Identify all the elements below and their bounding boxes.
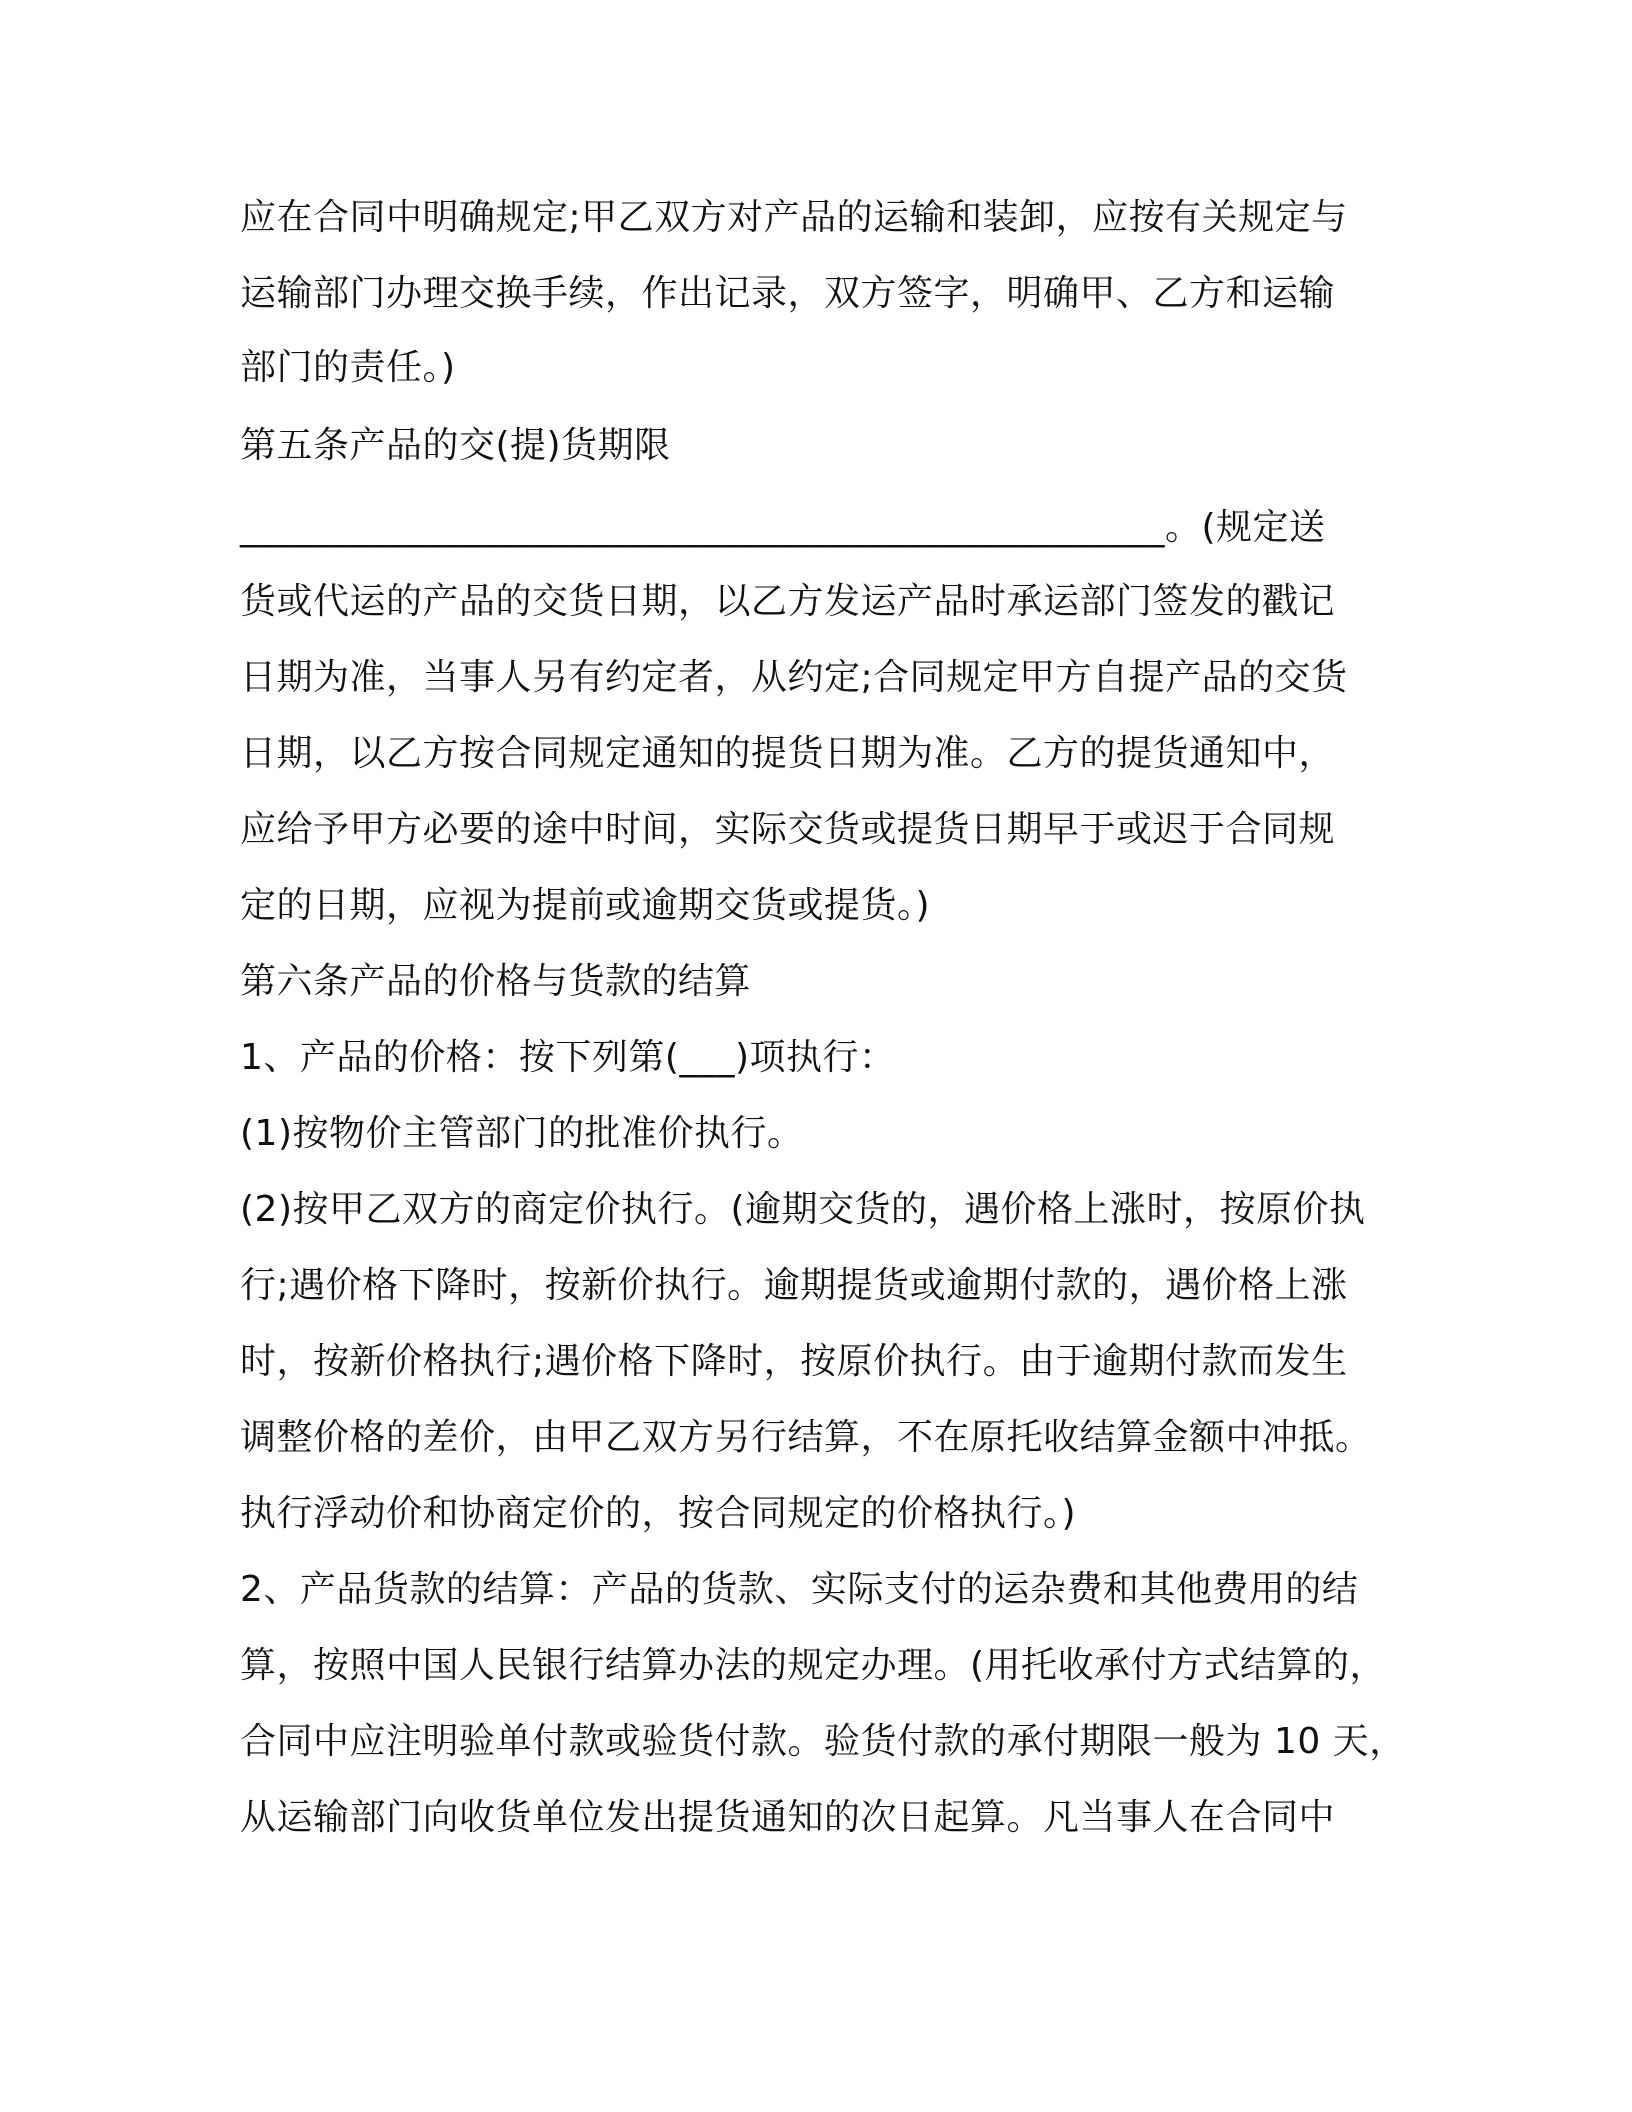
section-heading: 第五条产品的交(提)货期限 bbox=[240, 425, 671, 466]
text-line: 日期，以乙方按合同规定通知的提货日期为准。乙方的提货通知中， bbox=[240, 733, 1336, 774]
text-line: 时，按新价格执行;遇价格下降时，按原价执行。由于逾期付款而发生 bbox=[240, 1341, 1348, 1382]
text-line: 定的日期，应视为提前或逾期交货或提货。) bbox=[240, 885, 931, 926]
text-line: 从运输部门向收货单位发出提货通知的次日起算。凡当事人在合同中 bbox=[240, 1797, 1336, 1838]
text-line: 应在合同中明确规定;甲乙双方对产品的运输和装卸，应按有关规定与 bbox=[240, 197, 1348, 238]
text-line: 日期为准，当事人另有约定者，从约定;合同规定甲方自提产品的交货 bbox=[240, 657, 1348, 698]
text-line: 货或代运的产品的交货日期，以乙方发运产品时承运部门签发的戳记 bbox=[240, 581, 1336, 622]
text-line: 运输部门办理交换手续，作出记录，双方签字，明确甲、乙方和运输 bbox=[240, 273, 1336, 314]
text-line: 执行浮动价和协商定价的，按合同规定的价格执行。) bbox=[240, 1493, 1077, 1534]
text-line: 行;遇价格下降时，按新价执行。逾期提货或逾期付款的，遇价格上涨 bbox=[240, 1265, 1348, 1306]
text-line: (2)按甲乙双方的商定价执行。(逾期交货的，遇价格上涨时，按原价执 bbox=[240, 1189, 1366, 1230]
text-line: 调整价格的差价，由甲乙双方另行结算，不在原托收结算金额中冲抵。 bbox=[240, 1417, 1372, 1458]
text-line: (1)按物价主管部门的批准价执行。 bbox=[240, 1113, 804, 1154]
section-heading: 第六条产品的价格与货款的结算 bbox=[240, 961, 752, 1002]
text-line: 合同中应注明验单付款或验货付款。验货付款的承付期限一般为 10 天， bbox=[240, 1721, 1406, 1762]
text-line: 算，按照中国人民银行结算办法的规定办理。(用托收承付方式结算的， bbox=[240, 1645, 1387, 1686]
text-line: 2、产品货款的结算：产品的货款、实际支付的运杂费和其他费用的结 bbox=[240, 1569, 1359, 1610]
text-line: __________________________________________________。(规定送 bbox=[240, 507, 1326, 548]
text-line: 1、产品的价格：按下列第(___)项执行： bbox=[240, 1037, 896, 1078]
text-line: 部门的责任。) bbox=[240, 347, 456, 388]
text-line: 应给予甲方必要的途中时间，实际交货或提货日期早于或迟于合同规 bbox=[240, 809, 1336, 850]
